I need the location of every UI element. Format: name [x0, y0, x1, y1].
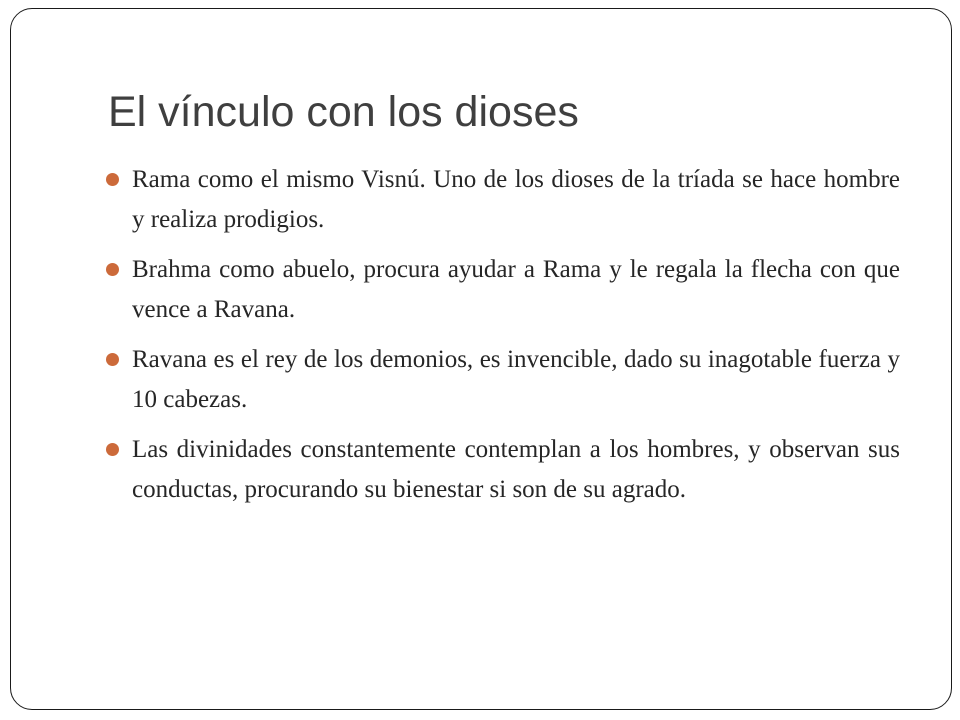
- slide-title: El vínculo con los dioses: [108, 88, 579, 136]
- bullet-dot-icon: [106, 353, 119, 366]
- bullet-text: Brahma como abuelo, procura ayudar a Rama y le regala la flecha con que vence a Ravana.: [132, 256, 900, 323]
- bullet-dot-icon: [106, 263, 119, 276]
- bullet-item: [106, 340, 900, 420]
- bullet-item: [106, 160, 900, 240]
- bullet-dot-icon: [106, 173, 119, 186]
- bullet-text: Rama como el mismo Visnú. Uno de los dioses de la tríada se hace hombre y realiza prodigios.: [132, 166, 900, 233]
- bullet-item: [106, 430, 900, 510]
- bullet-text: Las divinidades constantemente contemplan a los hombres, y observan sus conductas, procurando su bienestar si son de su agrado.: [132, 436, 900, 503]
- bullet-dot-icon: [106, 443, 119, 456]
- bullet-text: Ravana es el rey de los demonios, es invencible, dado su inagotable fuerza y 10 cabezas.: [132, 346, 900, 413]
- bullet-list: [106, 160, 900, 520]
- bullet-item: [106, 250, 900, 330]
